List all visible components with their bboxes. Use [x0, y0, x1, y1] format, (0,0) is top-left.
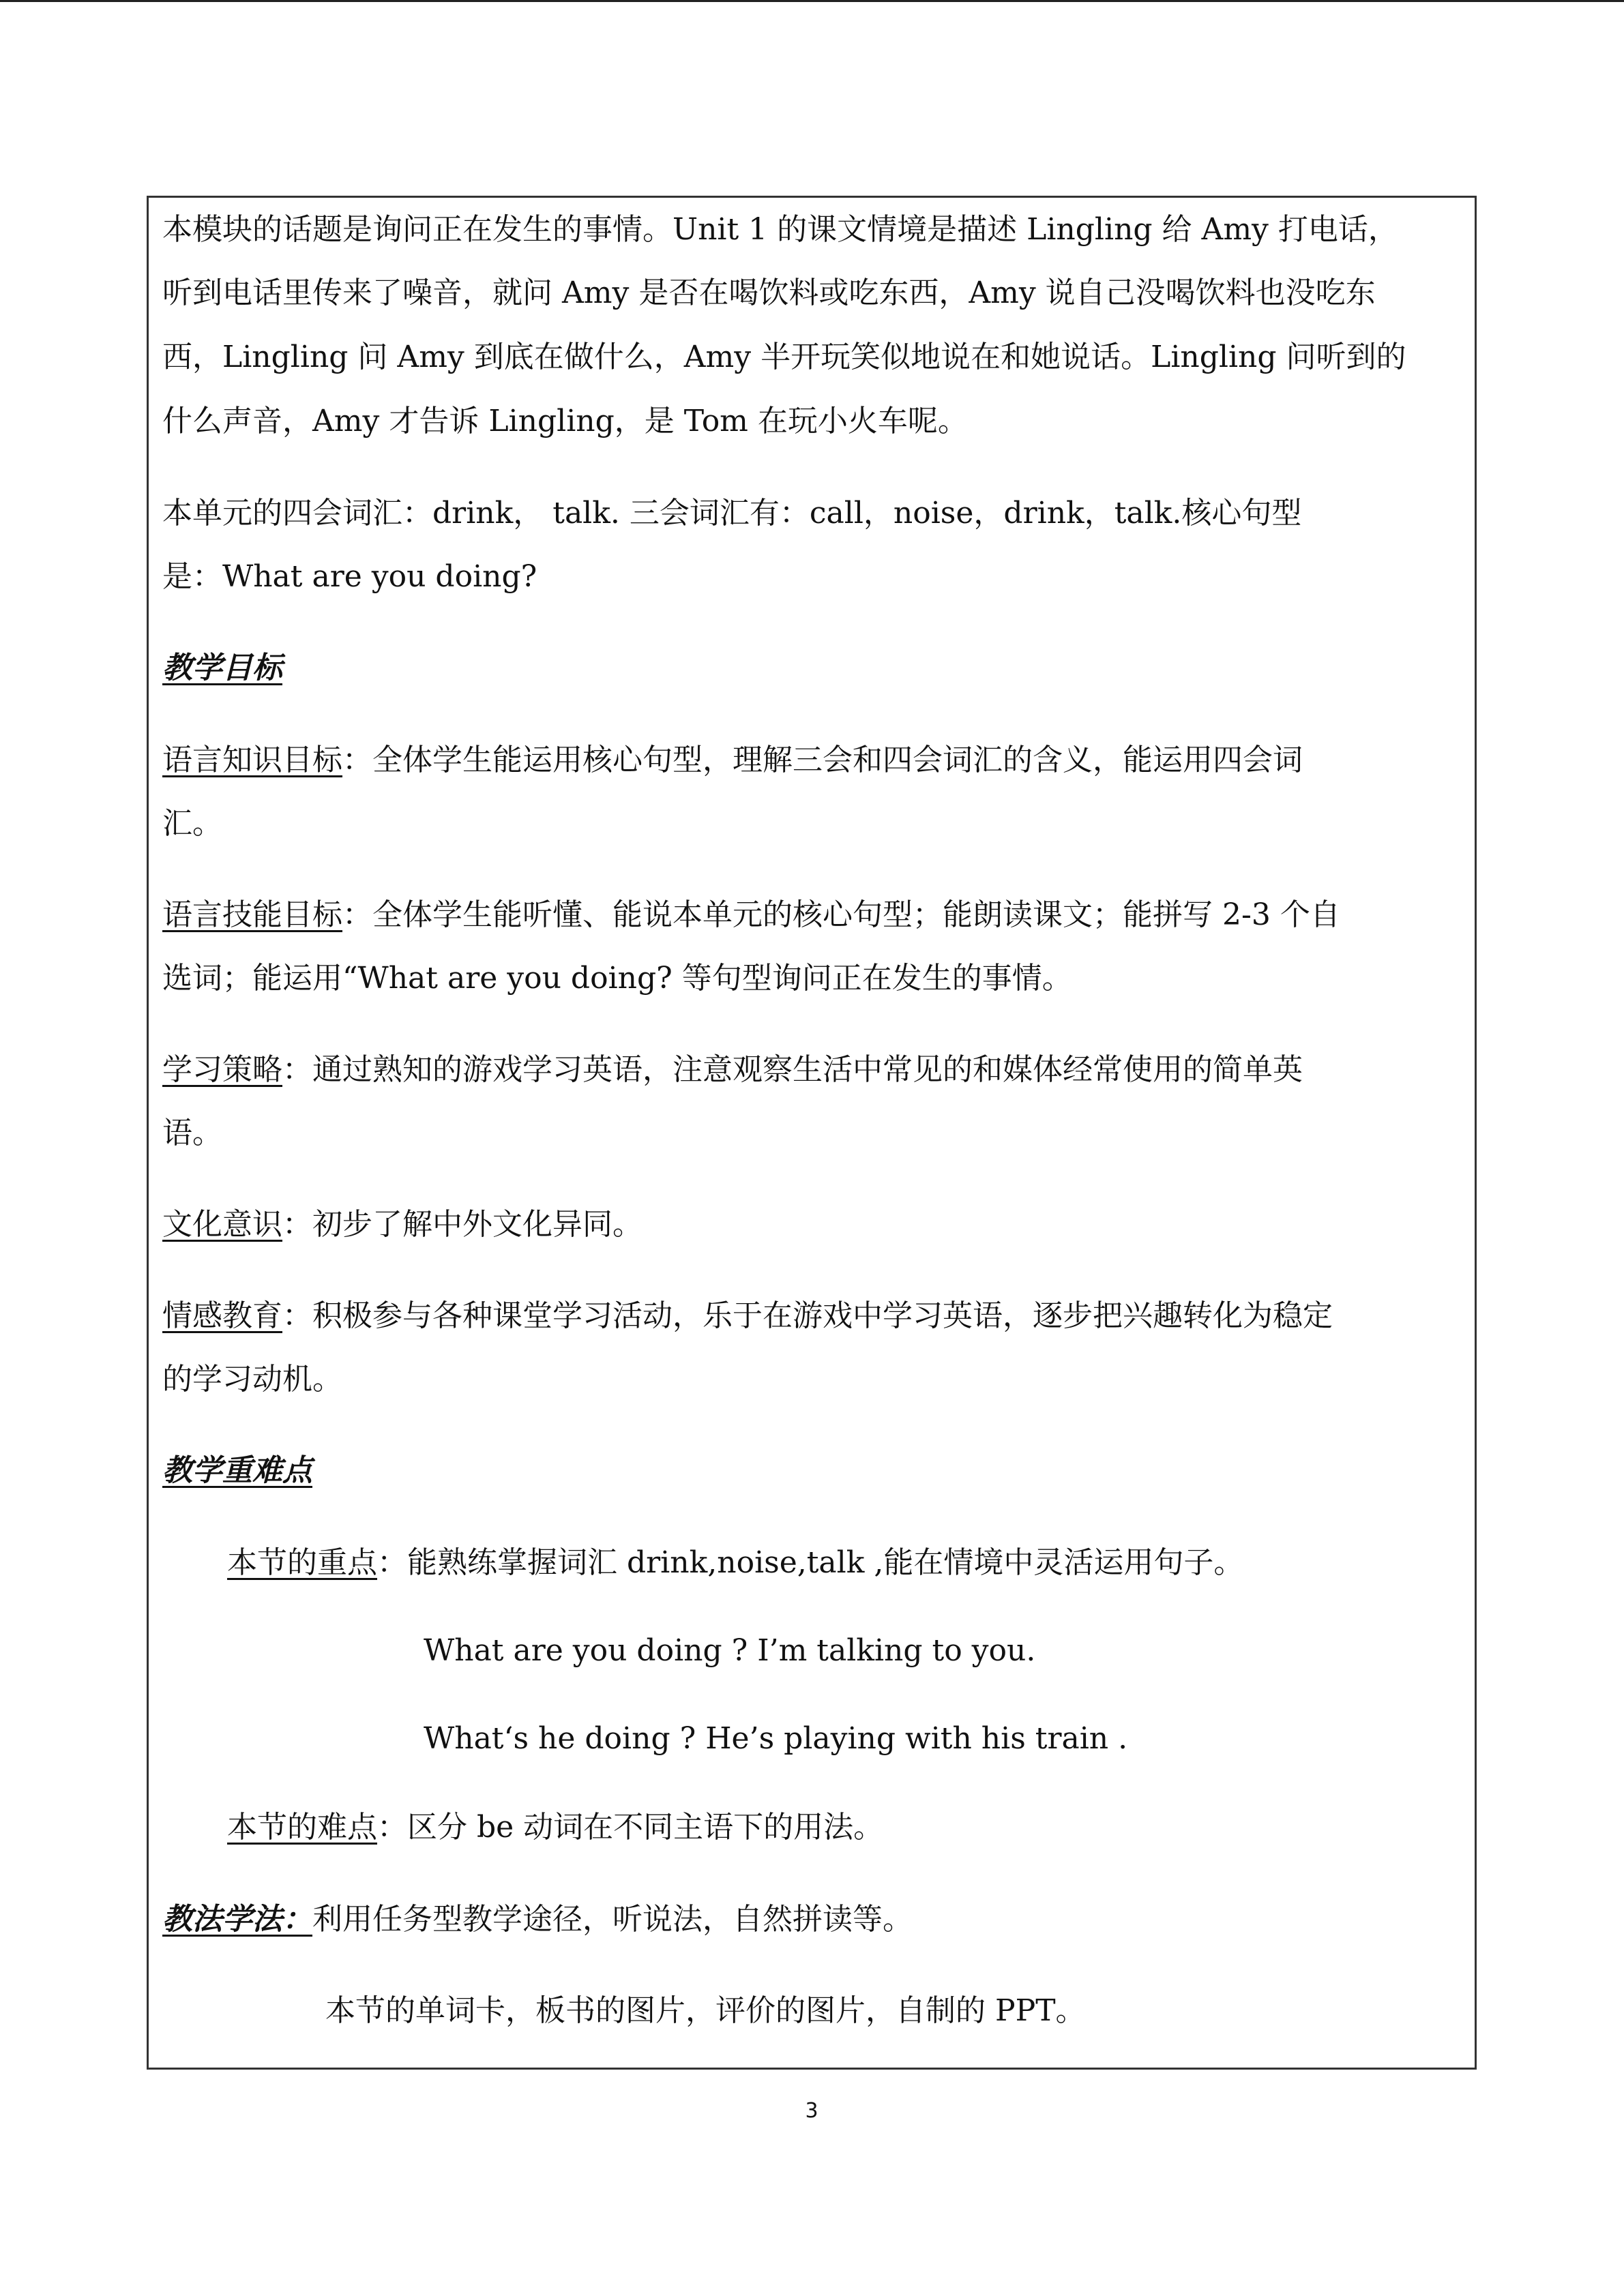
- culture-line: [162, 1206, 643, 1244]
- key-points-heading: 教学重难点: [162, 1453, 312, 1488]
- focus-label: 本节的重点: [227, 1545, 377, 1580]
- emotion-line-1: [162, 1297, 1333, 1335]
- knowledge-objective-label: 语言知识目标: [162, 743, 342, 777]
- skill-objective-label: 语言技能目标: [162, 897, 342, 932]
- materials-line: 本节的单词卡，板书的图片，评价的图片，自制的 PPT。: [325, 1993, 1086, 2028]
- focus-text: ：能熟练掌握词汇 drink,noise,talk ,能在情境中灵活运用句子。: [377, 1545, 1244, 1580]
- example-sentence-1: What are you doing ? I’m talking to you.: [424, 1633, 1036, 1668]
- knowledge-objective-text: ：全体学生能运用核心句型，理解三会和四会词汇的含义，能运用四会词: [342, 743, 1303, 777]
- objectives-heading: 教学目标: [162, 651, 282, 685]
- vocab-line-1: 本单元的四会词汇：drink， talk. 三会词汇有：call，noise，drink，talk.核心句型: [162, 496, 1302, 531]
- methods-heading: 教法学法：: [162, 1902, 312, 1937]
- strategy-text: ：通过熟知的游戏学习英语，注意观察生活中常见的和媒体经常使用的简单英: [282, 1052, 1303, 1087]
- strategy-line-2: 语。: [162, 1116, 222, 1150]
- knowledge-objective-line-1: [162, 741, 1303, 779]
- strategy-label: 学习策略: [162, 1052, 282, 1087]
- emotion-line-2: 的学习动机。: [162, 1362, 342, 1397]
- culture-label: 文化意识: [162, 1207, 282, 1242]
- difficulty-text: ：区分 be 动词在不同主语下的用法。: [377, 1810, 884, 1845]
- difficulty-line: [227, 1808, 883, 1847]
- intro-line-2: 听到电话里传来了噪音，就问 Amy 是否在喝饮料或吃东西，Amy 说自己没喝饮料也没吃东: [162, 275, 1376, 310]
- focus-line: [227, 1544, 1243, 1582]
- vocab-line-2: 是：What are you doing?: [162, 559, 537, 594]
- intro-line-1: 本模块的话题是询问正在发生的事情。Unit 1 的课文情境是描述 Lingling 给 Amy 打电话，: [162, 212, 1398, 247]
- difficulty-label: 本节的难点: [227, 1810, 377, 1845]
- skill-objective-text: ：全体学生能听懂、能说本单元的核心句型；能朗读课文；能拼写 2-3 个自: [342, 897, 1340, 932]
- top-border-line: [0, 0, 1624, 2]
- page-number: 3: [805, 2099, 818, 2123]
- strategy-line-1: [162, 1051, 1303, 1089]
- methods-line: [162, 1900, 913, 1939]
- methods-text: 利用任务型教学途径，听说法，自然拼读等。: [312, 1902, 913, 1937]
- intro-line-4: 什么声音，Amy 才告诉 Lingling，是 Tom 在玩小火车呢。: [162, 404, 968, 438]
- example-sentence-2: What‘s he doing ? He’s playing with his train .: [424, 1721, 1128, 1756]
- knowledge-objective-line-2: 汇。: [162, 806, 222, 841]
- emotion-text: ：积极参与各种课堂学习活动，乐于在游戏中学习英语，逐步把兴趣转化为稳定: [282, 1298, 1333, 1333]
- skill-objective-line-1: [162, 896, 1340, 934]
- content-table-border: [147, 196, 1477, 2070]
- culture-text: ：初步了解中外文化异同。: [282, 1207, 643, 1242]
- emotion-label: 情感教育: [162, 1298, 282, 1333]
- intro-line-3: 西，Lingling 问 Amy 到底在做什么，Amy 半开玩笑似地说在和她说话。Lingling 问听到的: [162, 340, 1406, 374]
- skill-objective-line-2: 选词；能运用“What are you doing? 等句型询问正在发生的事情。: [162, 961, 1072, 996]
